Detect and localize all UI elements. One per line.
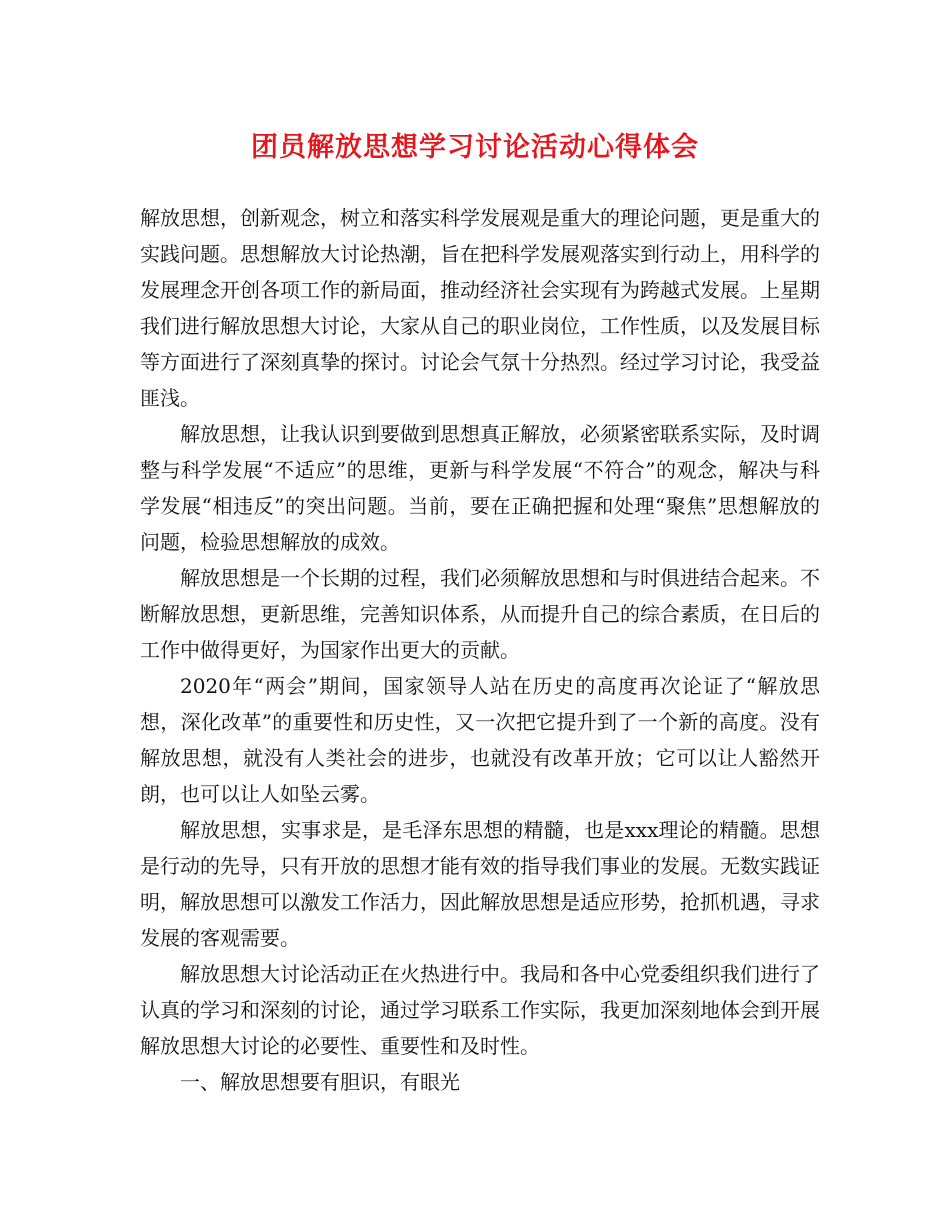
section-heading-1: 一、解放思想要有胆识，有眼光 xyxy=(180,1070,460,1094)
paragraph-3: 解放思想是一个长期的过程，我们必须解放思想和与时俱进结合起来。不断解放思想，更新思维，完善知识体系，从而提升自己的综合素质，在日后的工作中做得更好，为国家作出更大的贡献。 xyxy=(140,566,820,662)
paragraph-5: 解放思想，实事求是，是毛泽东思想的精髓，也是xxx理论的精髓。思想是行动的先导，只有开放的思想才能有效的指导我们事业的发展。无数实践证明，解放思想可以激发工作活力，因此解放思想是适应形势，抢抓机遇，寻求发展的客观需要。 xyxy=(140,818,820,950)
paragraph-1: 解放思想，创新观念，树立和落实科学发展观是重大的理论问题，更是重大的实践问题。思想解放大讨论热潮，旨在把科学发展观落实到行动上，用科学的发展理念开创各项工作的新局面，推动经济社会实现有为跨越式发展。上星期我们进行解放思想大讨论，大家从自己的职业岗位，工作性质，以及发展目标等方面进行了深刻真挚的探讨。讨论会气氛十分热烈。经过学习讨论，我受益匪浅。 xyxy=(140,206,820,410)
paragraph-2: 解放思想，让我认识到要做到思想真正解放，必须紧密联系实际，及时调整与科学发展“不适应”的思维，更新与科学发展“不符合”的观念，解决与科学发展“相违反”的突出问题。当前，要在正确把握和处理“聚焦”思想解放的问题，检验思想解放的成效。 xyxy=(140,422,820,554)
document-body xyxy=(140,200,820,1100)
document-title: 团员解放思想学习讨论活动心得体会 xyxy=(251,132,699,163)
paragraph-6: 解放思想大讨论活动正在火热进行中。我局和各中心党委组织我们进行了认真的学习和深刻的讨论，通过学习联系工作实际，我更加深刻地体会到开展解放思想大讨论的必要性、重要性和及时性。 xyxy=(140,962,820,1058)
paragraph-4: 2020年“两会”期间，国家领导人站在历史的高度再次论证了“解放思想，深化改革”的重要性和历史性，又一次把它提升到了一个新的高度。没有解放思想，就没有人类社会的进步，也就没有改革开放；它可以让人豁然开朗，也可以让人如坠云雾。 xyxy=(140,674,820,806)
